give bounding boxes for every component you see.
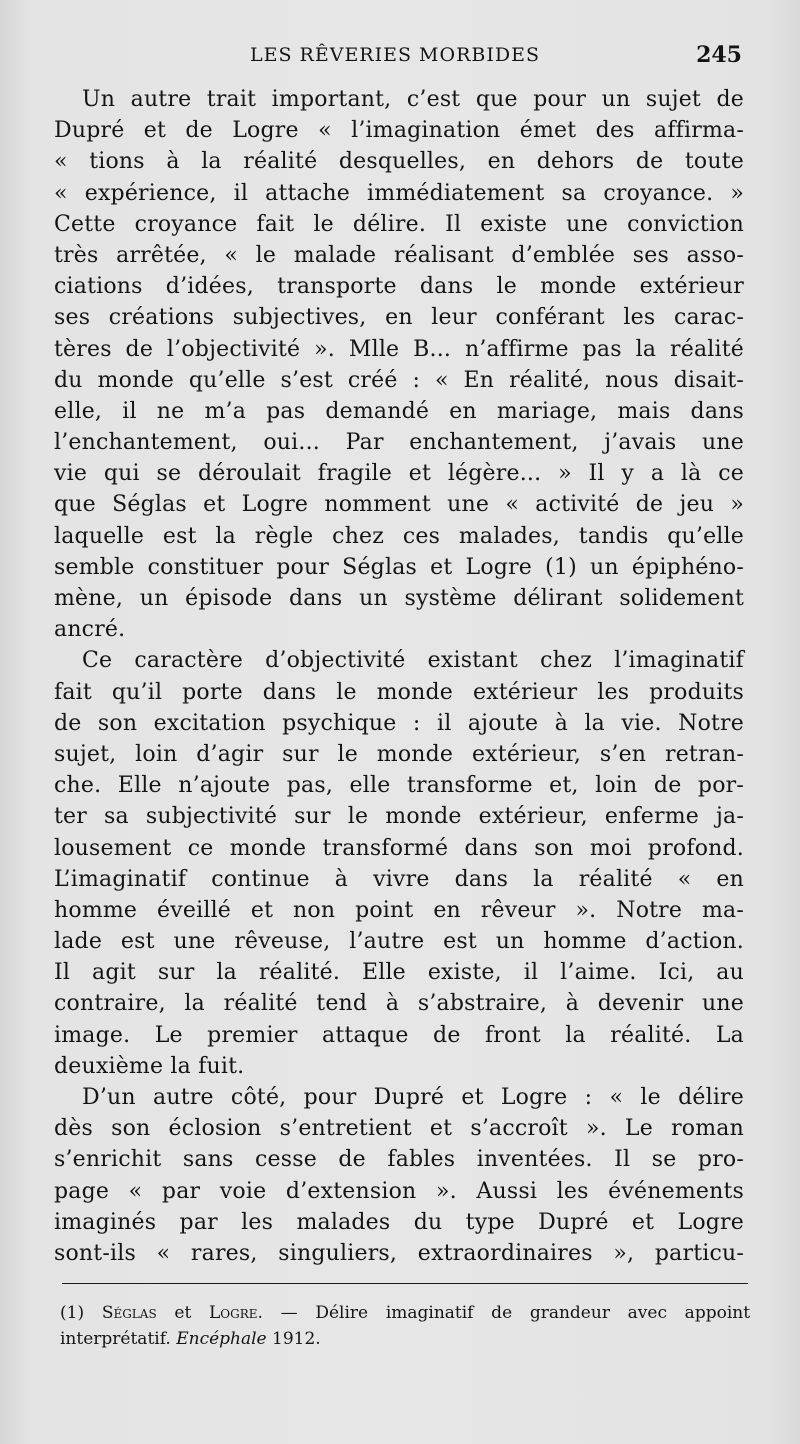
text-line: imaginés par les malades du type Dupré et Logre: [54, 1209, 744, 1235]
text-line: Il agit sur la réalité. Elle existe, il l’aime. Ici, au: [54, 960, 744, 986]
text-line: elle, il ne m’a pas demandé en mariage, mais dans: [54, 398, 744, 424]
text-line: que Séglas et Logre nomment une « activité de jeu »: [54, 492, 744, 518]
text-line: « tions à la réalité desquelles, en dehors de toute: [54, 149, 744, 175]
text-line: L’imaginatif continue à vivre dans la réalité « en: [54, 866, 744, 892]
text-line: vie qui se déroulait fragile et légère... » Il y a là ce: [54, 461, 744, 487]
text-line: page « par voie d’extension ». Aussi les événements: [54, 1178, 744, 1204]
page-number: 245: [696, 42, 742, 68]
text-line: homme éveillé et non point en rêveur ». Notre ma-: [54, 897, 744, 923]
text-line: semble constituer pour Séglas et Logre (1) un épiphéno-: [54, 554, 744, 580]
text-line: sont-ils « rares, singuliers, extraordinaires », particu-: [54, 1240, 744, 1266]
text-line: dès son éclosion s’entretient et s’accroît ». Le roman: [54, 1116, 744, 1142]
text-line: lade est une rêveuse, l’autre est un homme d’action.: [54, 929, 744, 955]
text-line: tères de l’objectivité ». Mlle B... n’affirme pas la réalité: [54, 336, 744, 362]
footnote-and: et: [174, 1303, 192, 1323]
text-line: laquelle est la règle chez ces malades, tandis qu’elle: [54, 523, 744, 549]
footnote-title: — Délire imaginatif de grandeur avec appoint: [280, 1303, 751, 1323]
text-line: mène, un épisode dans un système délirant solidement: [54, 586, 744, 611]
footnote-marker: (1): [60, 1303, 85, 1323]
text-line: sujet, loin d’agir sur le monde extérieur, s’en retran-: [54, 741, 744, 767]
body-text: [54, 84, 744, 1269]
text-line: fait qu’il porte dans le monde extérieur les produits: [54, 679, 744, 705]
footnote-journal: Encéphale: [176, 1329, 267, 1349]
text-line: Dupré et de Logre « l’imagination émet des affirma-: [54, 118, 744, 144]
footnote-rule: [62, 1283, 748, 1284]
footnote-author-logre: Logre.: [209, 1303, 263, 1323]
footnote-author-seglas: Séglas: [101, 1303, 157, 1323]
text-line: ciations d’idées, transporte dans le monde extérieur: [54, 274, 744, 300]
text-line: très arrêtée, « le malade réalisant d’emblée ses asso-: [54, 242, 744, 268]
text-line: ter sa subjectivité sur le monde extérieur, enferme ja-: [54, 804, 744, 830]
text-line: ses créations subjectives, en leur conférant les carac-: [54, 305, 744, 331]
paragraph-end-line: deuxième la fuit.: [54, 1053, 245, 1079]
footnote-year: 1912.: [272, 1329, 321, 1349]
text-line: Un autre trait important, c’est que pour un sujet de: [82, 87, 744, 112]
text-line: D’un autre côté, pour Dupré et Logre : « le délire: [82, 1085, 744, 1110]
footnote-line-2: [60, 1326, 750, 1352]
text-line: lousement ce monde transformé dans son moi profond.: [54, 835, 744, 861]
text-line: de son excitation psychique : il ajoute à la vie. Notre: [54, 710, 744, 736]
text-line: contraire, la réalité tend à s’abstraire, à devenir une: [54, 991, 744, 1017]
text-line: « expérience, il attache immédiatement sa croyance. »: [54, 180, 744, 206]
text-line: l’enchantement, oui... Par enchantement, j’avais une: [54, 430, 744, 456]
text-line: image. Le premier attaque de front la réalité. La: [54, 1022, 744, 1048]
footnote-line-1: [60, 1300, 750, 1326]
paragraph-end-line: ancré.: [54, 617, 126, 643]
text-line: du monde qu’elle s’est créé : « En réalité, nous disait-: [54, 367, 744, 393]
text-line: s’enrichit sans cesse de fables inventées. Il se pro-: [54, 1147, 744, 1173]
running-header: [0, 44, 800, 74]
text-line: che. Elle n’ajoute pas, elle transforme et, loin de por-: [54, 773, 744, 799]
text-line: Cette croyance fait le délire. Il existe une conviction: [54, 211, 744, 237]
running-title: LES RÊVERIES MORBIDES: [250, 44, 540, 66]
footnote-title-end: interprétatif.: [60, 1329, 171, 1349]
text-line: Ce caractère d’objectivité existant chez l’imaginatif: [82, 648, 744, 674]
footnote: [60, 1300, 750, 1352]
